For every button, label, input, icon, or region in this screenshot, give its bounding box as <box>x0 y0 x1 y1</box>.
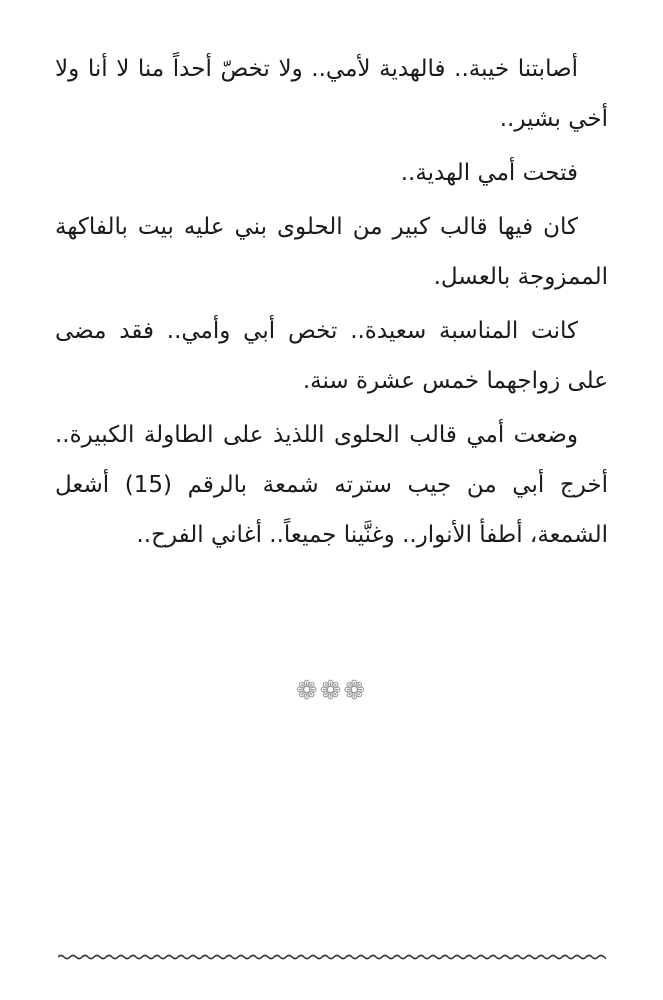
paragraph-1: أصابتنا خيبة.. فالهدية لأمي.. ولا تخصّ أحداً منا لا أنا ولا أخي بشير.. <box>55 56 608 132</box>
wavy-rule-icon <box>58 950 606 964</box>
flower-ornament-icon: ❁❁❁ <box>295 676 368 706</box>
paragraph-4: كانت المناسبة سعيدة.. تخص أبي وأمي.. فقد مضى على زواجهما خمس عشرة سنة. <box>55 318 608 394</box>
paragraph-2: فتحت أمي الهدية.. <box>400 160 578 186</box>
paragraph-5: وضعت أمي قالب الحلوى اللذيذ على الطاولة الكبيرة.. أخرج أبي من جيب سترته شمعة بالرقم (15) أشعل الشمعة، أطفأ الأنوار.. وغنَّينا جميعاً.. أغاني الفرح.. <box>55 422 608 548</box>
paragraph-3: كان فيها قالب كبير من الحلوى بني عليه بيت بالفاكهة الممزوجة بالعسل. <box>55 214 608 290</box>
story-text <box>55 44 608 564</box>
